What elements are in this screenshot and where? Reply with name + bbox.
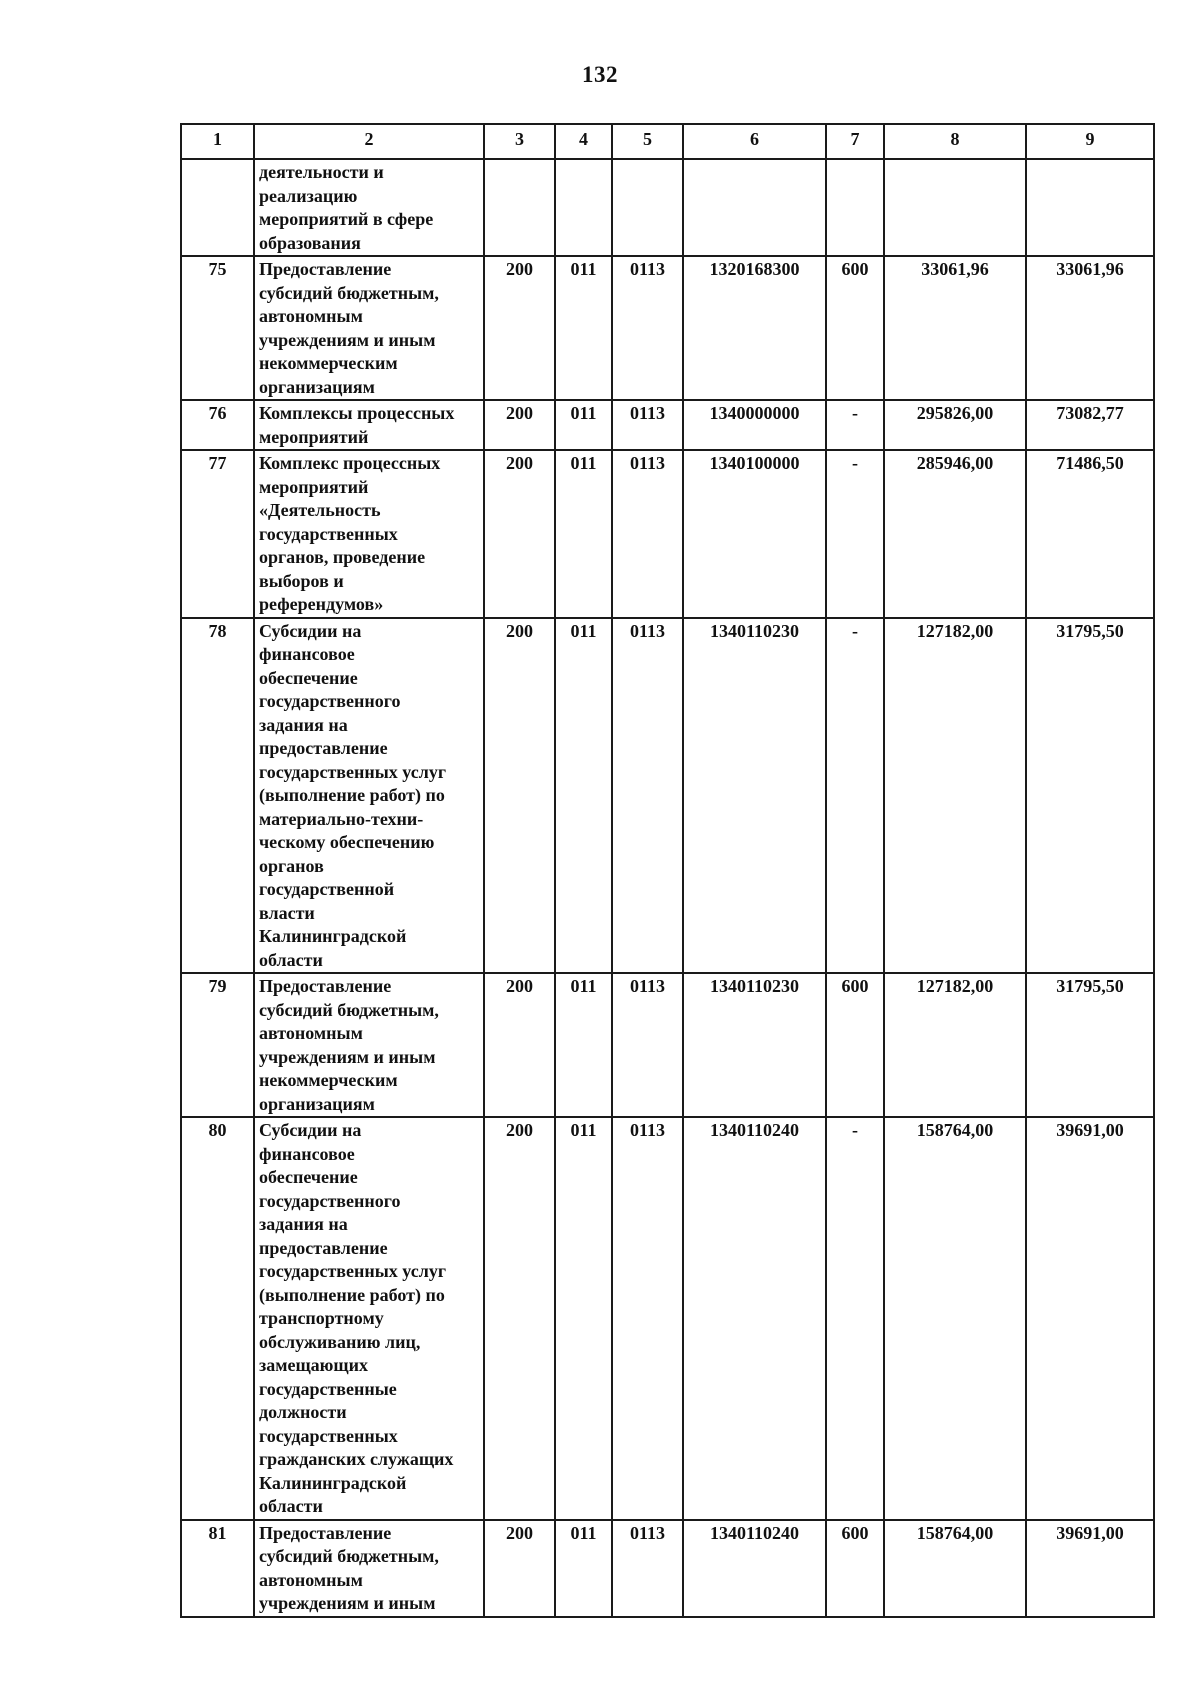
- code-6-cell: 1320168300: [683, 256, 826, 400]
- item-name-line: материально-техни-: [259, 808, 424, 829]
- item-name-line: мероприятий в сфере: [259, 209, 434, 229]
- item-name-line: автономным: [259, 306, 363, 326]
- item-name-line: деятельности и: [259, 162, 384, 182]
- item-name-line: некоммерческим: [259, 353, 398, 373]
- item-name-line: финансовое: [259, 1143, 355, 1164]
- item-name-line: области: [259, 1496, 323, 1516]
- item-name-line: реализацию: [259, 185, 358, 206]
- item-name-line: автономным: [259, 1569, 363, 1590]
- item-name-line: Субсидии на: [259, 620, 362, 641]
- amount-9-cell: 31795,50: [1026, 973, 1154, 1117]
- code-3-cell: 200: [484, 618, 555, 974]
- amount-8-cell: 33061,96: [884, 256, 1026, 400]
- item-name-line: некоммерческим: [259, 1070, 398, 1090]
- amount-8-cell: 295826,00: [884, 400, 1026, 450]
- item-name-line: (выполнение работ) по: [259, 785, 445, 805]
- code-6-cell: 1340000000: [683, 400, 826, 450]
- page-number: 132: [582, 62, 618, 87]
- code-6-cell: 1340110240: [683, 1520, 826, 1617]
- code-7-cell: -: [826, 450, 884, 618]
- item-name-line: учреждениям и иным: [259, 1046, 436, 1067]
- code-5-cell: 0113: [612, 256, 683, 400]
- code-4-cell: 011: [555, 973, 612, 1117]
- row-number-cell: [181, 159, 254, 256]
- amount-8-cell: 285946,00: [884, 450, 1026, 618]
- item-name-line: «Деятельность: [259, 500, 381, 520]
- item-name-cell: [254, 618, 484, 974]
- row-number-cell: 80: [181, 1117, 254, 1520]
- table-row: [181, 256, 1154, 400]
- code-3-cell: 200: [484, 1117, 555, 1520]
- item-name-line: финансовое: [259, 644, 355, 664]
- item-name-line: образования: [259, 232, 361, 253]
- code-7-cell: -: [826, 618, 884, 974]
- code-5-cell: 0113: [612, 1520, 683, 1617]
- column-header: 3: [484, 124, 555, 159]
- code-4-cell: 011: [555, 256, 612, 400]
- item-name-line: государственных: [259, 523, 398, 544]
- code-7-cell: -: [826, 400, 884, 450]
- row-number-cell: 76: [181, 400, 254, 450]
- code-5-cell: 0113: [612, 973, 683, 1117]
- item-name-line: Предоставление: [259, 976, 392, 996]
- item-name-line: задания на: [259, 714, 348, 735]
- amount-9-cell: 31795,50: [1026, 618, 1154, 974]
- table-row: [181, 1117, 1154, 1520]
- item-name-cell: [254, 400, 484, 450]
- item-name-line: субсидий бюджетным,: [259, 1546, 439, 1566]
- column-header: 5: [612, 124, 683, 159]
- item-name-line: референдумов»: [259, 594, 384, 614]
- table-body: [181, 159, 1154, 1617]
- item-name-line: Калининградской: [259, 926, 407, 946]
- code-4-cell: 011: [555, 400, 612, 450]
- code-7-cell: [826, 159, 884, 256]
- item-name-line: Субсидии на: [259, 1120, 362, 1140]
- item-name-line: организациям: [259, 1093, 375, 1114]
- code-7-cell: 600: [826, 256, 884, 400]
- item-name-line: Комплексы процессных: [259, 403, 455, 423]
- item-name-line: задания на: [259, 1214, 348, 1234]
- item-name-line: предоставление: [259, 738, 388, 758]
- code-3-cell: 200: [484, 1520, 555, 1617]
- item-name-line: организациям: [259, 376, 375, 397]
- item-name-line: государственного: [259, 1190, 401, 1211]
- code-5-cell: 0113: [612, 1117, 683, 1520]
- amount-9-cell: 39691,00: [1026, 1520, 1154, 1617]
- code-3-cell: 200: [484, 973, 555, 1117]
- column-header: 8: [884, 124, 1026, 159]
- column-header: 6: [683, 124, 826, 159]
- item-name-line: должности: [259, 1402, 347, 1422]
- amount-8-cell: [884, 159, 1026, 256]
- item-name-line: учреждениям и иным: [259, 329, 436, 350]
- amount-9-cell: 71486,50: [1026, 450, 1154, 618]
- code-5-cell: 0113: [612, 618, 683, 974]
- item-name-line: ческому обеспечению: [259, 832, 435, 852]
- item-name-cell: [254, 450, 484, 618]
- item-name-line: органов, проведение: [259, 547, 426, 567]
- code-5-cell: 0113: [612, 400, 683, 450]
- item-name-line: автономным: [259, 1023, 363, 1043]
- code-7-cell: -: [826, 1117, 884, 1520]
- item-name-line: государственной: [259, 879, 395, 899]
- column-header: 2: [254, 124, 484, 159]
- code-7-cell: 600: [826, 1520, 884, 1617]
- item-name-line: государственных: [259, 1425, 398, 1446]
- item-name-line: Предоставление: [259, 259, 392, 279]
- item-name-cell: [254, 1117, 484, 1520]
- code-6-cell: 1340110240: [683, 1117, 826, 1520]
- code-6-cell: 1340100000: [683, 450, 826, 618]
- column-header: 9: [1026, 124, 1154, 159]
- item-name-line: мероприятий: [259, 476, 369, 497]
- amount-8-cell: 127182,00: [884, 618, 1026, 974]
- column-header: 1: [181, 124, 254, 159]
- item-name-line: государственных услуг: [259, 761, 447, 782]
- column-header: 7: [826, 124, 884, 159]
- amount-8-cell: 158764,00: [884, 1520, 1026, 1617]
- table-row: [181, 973, 1154, 1117]
- code-6-cell: 1340110230: [683, 618, 826, 974]
- item-name-cell: [254, 973, 484, 1117]
- code-4-cell: 011: [555, 1117, 612, 1520]
- item-name-line: субсидий бюджетным,: [259, 282, 439, 303]
- budget-table: [180, 123, 1155, 1618]
- item-name-line: власти: [259, 902, 315, 923]
- code-5-cell: [612, 159, 683, 256]
- item-name-line: области: [259, 949, 323, 970]
- amount-9-cell: 73082,77: [1026, 400, 1154, 450]
- code-6-cell: [683, 159, 826, 256]
- column-header: 4: [555, 124, 612, 159]
- code-4-cell: 011: [555, 618, 612, 974]
- table-row: [181, 400, 1154, 450]
- item-name-line: гражданских служащих: [259, 1449, 454, 1469]
- amount-9-cell: 33061,96: [1026, 256, 1154, 400]
- item-name-line: обеспечение: [259, 1167, 358, 1187]
- table-row: [181, 450, 1154, 618]
- row-number-cell: 75: [181, 256, 254, 400]
- code-3-cell: 200: [484, 400, 555, 450]
- table-row: [181, 1520, 1154, 1617]
- code-5-cell: 0113: [612, 450, 683, 618]
- item-name-line: государственного: [259, 691, 401, 711]
- row-number-cell: 77: [181, 450, 254, 618]
- amount-8-cell: 127182,00: [884, 973, 1026, 1117]
- item-name-line: обслуживанию лиц,: [259, 1331, 421, 1352]
- item-name-line: учреждениям и иным: [259, 1593, 436, 1613]
- item-name-line: Предоставление: [259, 1522, 392, 1543]
- amount-9-cell: 39691,00: [1026, 1117, 1154, 1520]
- table-row: [181, 159, 1154, 256]
- row-number-cell: 79: [181, 973, 254, 1117]
- item-name-line: обеспечение: [259, 667, 358, 688]
- item-name-line: замещающих: [259, 1355, 369, 1375]
- code-4-cell: [555, 159, 612, 256]
- item-name-line: государственные: [259, 1378, 397, 1399]
- header-row: [181, 124, 1154, 159]
- table-row: [181, 618, 1154, 974]
- code-4-cell: 011: [555, 450, 612, 618]
- amount-8-cell: 158764,00: [884, 1117, 1026, 1520]
- item-name-line: Калининградской: [259, 1472, 407, 1493]
- item-name-line: Комплекс процессных: [259, 453, 441, 473]
- item-name-line: (выполнение работ) по: [259, 1284, 445, 1305]
- code-3-cell: 200: [484, 450, 555, 618]
- item-name-line: органов: [259, 855, 324, 876]
- item-name-line: выборов и: [259, 570, 344, 591]
- code-3-cell: 200: [484, 256, 555, 400]
- row-number-cell: 81: [181, 1520, 254, 1617]
- row-number-cell: 78: [181, 618, 254, 974]
- code-7-cell: 600: [826, 973, 884, 1117]
- item-name-cell: [254, 159, 484, 256]
- item-name-line: мероприятий: [259, 426, 369, 447]
- item-name-line: субсидий бюджетным,: [259, 999, 439, 1020]
- item-name-cell: [254, 256, 484, 400]
- item-name-line: предоставление: [259, 1237, 388, 1258]
- code-6-cell: 1340110230: [683, 973, 826, 1117]
- code-4-cell: 011: [555, 1520, 612, 1617]
- item-name-line: государственных услуг: [259, 1261, 447, 1281]
- item-name-line: транспортному: [259, 1308, 384, 1328]
- code-3-cell: [484, 159, 555, 256]
- item-name-cell: [254, 1520, 484, 1617]
- amount-9-cell: [1026, 159, 1154, 256]
